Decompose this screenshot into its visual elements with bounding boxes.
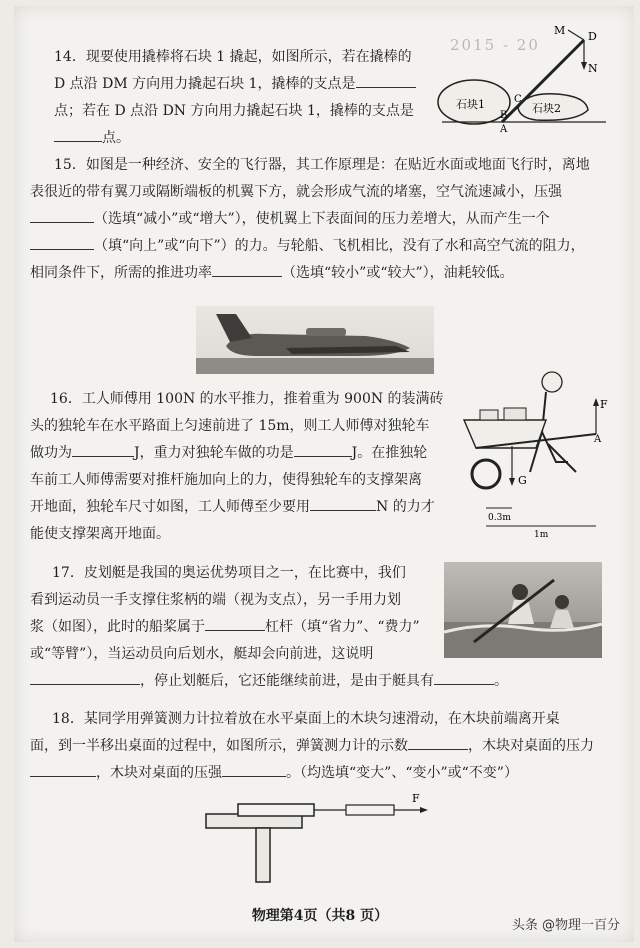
brick-2 — [504, 408, 526, 420]
question-15 — [30, 152, 620, 287]
q17-line-6: ，停止划艇后，它还能继续前进，是由于艇具有 — [140, 673, 434, 689]
label-A16: A — [594, 434, 602, 445]
q15-blank-1 — [30, 207, 94, 223]
q14-blank-2 — [54, 126, 102, 142]
athlete-2-body — [550, 610, 574, 628]
q15-blank-2 — [30, 234, 94, 250]
q16-line-4: J，重力对独轮车做的功是 — [134, 445, 294, 461]
question-18 — [30, 706, 620, 787]
q18-line-2: 面，到一半移出桌面的过程中，如图所示，弹簧测力计的示数 — [30, 738, 408, 754]
q14-line-2: D 点沿 DM 方向用力撬起石块 1，撬棒的支点是 — [54, 76, 356, 92]
label-A: A — [500, 124, 508, 135]
q14-line-3: 点；若在 D 点沿 DN 方向用力撬起石块 1，撬棒的支点是 — [54, 103, 414, 119]
q16-line-2: 头的独轮车在水平路面上匀速前进了 15m，则工人师傅对独轮车 — [30, 418, 430, 434]
water-surface — [196, 358, 434, 374]
q16-blank-1 — [72, 441, 134, 457]
q16-line-6: 车前工人师傅需要对推杆施加向上的力，使得独轮车的支撑架离 — [30, 472, 422, 488]
q16-line-9: 能使支撑架离开地面。 — [30, 526, 170, 542]
q15-line-1: 15．如图是一种经济、安全的飞行器，其工作原理是：在贴近水面或地面飞行时，离地 — [54, 157, 590, 173]
q18-line-1: 18．某同学用弹簧测力计拉着放在水平桌面上的木块匀速滑动，在木块前端离开桌 — [52, 711, 560, 727]
q16-line-7: 开地面，独轮车尺寸如图，工人师傅至少要用 — [30, 499, 310, 515]
q17-blank-2 — [30, 669, 140, 685]
q18-blank-3 — [222, 761, 286, 777]
label-F18: F — [412, 792, 420, 805]
wheel — [472, 460, 500, 488]
label-M: M — [554, 24, 566, 37]
label-F16: F — [600, 398, 608, 411]
q18-line-5: 。（均选填“变大”、“变小”或“不变”） — [286, 765, 518, 781]
q16-line-1: 16．工人师傅用 100N 的水平推力，推着重为 900N 的装满砖 — [50, 391, 444, 407]
q15-line-4: （填“向上”或“向下”）的力。与轮船、飞机相比，没有了水和高空气流的阻力， — [94, 238, 585, 254]
page-footer: 物理第4页（共8 页） — [251, 908, 389, 924]
label-rock2: 石块2 — [532, 102, 561, 115]
label-d2: 1m — [534, 530, 549, 540]
q18-blank-1 — [408, 734, 468, 750]
label-B: B — [500, 110, 508, 121]
athlete-2-head — [555, 595, 569, 609]
table-leg — [256, 828, 270, 882]
q17-line-5: 或“等臂”），当运动员向后划水，艇却会向前进，这说明 — [30, 646, 374, 662]
spring-scale — [346, 805, 394, 815]
question-14 — [54, 44, 434, 152]
question-16 — [30, 386, 450, 548]
q14-line-1: 14．现要使用撬棒将石块 1 撬起，如图所示，若在撬棒的 — [54, 49, 412, 65]
ekranoplan-photo — [196, 306, 434, 374]
wheelbarrow-figure — [456, 362, 606, 540]
canopy — [306, 328, 346, 336]
q18-line-4: ，木块对桌面的压强 — [96, 765, 222, 781]
q15-line-6: （选填“较小”或“较大”），油耗较低。 — [282, 265, 514, 281]
q16-blank-3 — [310, 495, 376, 511]
watermark: 头条 @物理一百分 — [511, 918, 620, 933]
q17-blank-3 — [434, 669, 494, 685]
label-d1: 0.3m — [488, 513, 511, 523]
q16-line-5: J。在推独轮 — [351, 445, 428, 461]
spring-scale-figure — [200, 792, 440, 892]
q17-line-2: 看到运动员一手支撑住浆柄的端（视为支点），另一手用力划 — [30, 592, 401, 608]
q14-line-4: 点。 — [102, 130, 130, 146]
q15-blank-3 — [212, 261, 282, 277]
label-N: N — [588, 62, 598, 75]
q14-blank-1 — [356, 72, 416, 88]
label-G: G — [518, 474, 527, 487]
q17-line-1: 17．皮划艇是我国的奥运优势项目之一，在比赛中，我们 — [52, 565, 406, 581]
athlete-1-head — [512, 584, 528, 600]
arrow-DM — [568, 30, 584, 40]
q17-line-7: 。 — [494, 673, 508, 689]
q17-line-4: 杠杆（填“省力”、“费力” — [265, 619, 420, 635]
q17-blank-1 — [205, 615, 265, 631]
q15-line-3: （选填“减小”或“增大”），使机翼上下表面间的压力差增大，从而产生一个 — [94, 211, 550, 227]
wood-block — [238, 804, 314, 816]
label-C: C — [514, 94, 522, 105]
brick-1 — [480, 410, 498, 420]
header-ghost-text: 2015 - 20 — [450, 36, 540, 54]
q18-line-3: ，木块对桌面的压力 — [468, 738, 594, 754]
tail-fin — [216, 314, 252, 342]
kayak-photo — [444, 562, 602, 658]
label-D: D — [588, 30, 597, 43]
label-rock1: 石块1 — [456, 98, 485, 111]
q18-blank-2 — [30, 761, 96, 777]
worker-head — [542, 372, 562, 392]
lever-figure — [436, 22, 626, 134]
q16-blank-2 — [294, 441, 352, 457]
q15-line-5: 相同条件下，所需的推进功率 — [30, 265, 212, 281]
q16-line-3: 做功为 — [30, 445, 72, 461]
q17-line-3: 浆（如图），此时的船桨属于 — [30, 619, 205, 635]
q16-line-8: N 的力才 — [376, 499, 435, 515]
q15-line-2: 表很近的带有翼刀或隔断端板的机翼下方，就会形成气流的堵塞，空气流速减小，压强 — [30, 184, 562, 200]
